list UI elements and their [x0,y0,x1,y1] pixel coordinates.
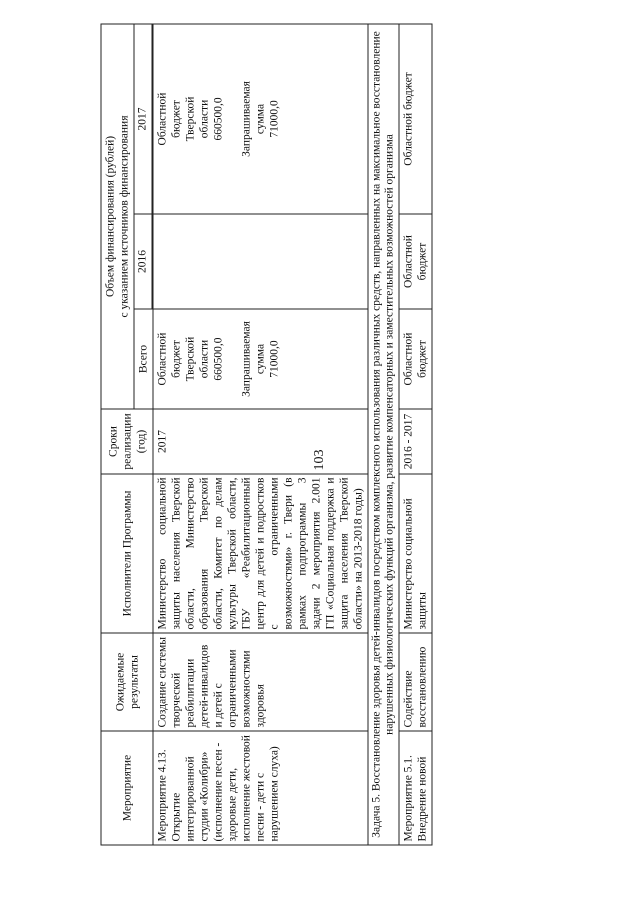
executors-cell: Министерство социальной защиты [399,474,432,633]
event-cell: Мероприятие 5.1. Внедрение новой [399,731,432,845]
col-header-2016: 2016 [134,214,152,309]
total-cell: Областной бюджет Тверской области 660500,0 Запрашиваемая сумма 71000,0 [153,309,368,409]
event-cell: Мероприятие 4.13. Открытие интегрированной студии «Колибри» (исполнение песен - здоровые дети, исполнение жестовой песни - дети с нарушением слуха) [153,731,368,845]
col-header-total: Всего [134,309,153,409]
total-cell: Областной бюджет [399,309,432,409]
task-5-text: Задача 5. Восстановление здоровья детей-инвалидов посредством комплексного использования различных средств, направленных на максимальное восстановление нарушенных физиологических функций организма, развитие компенсаторных и заместительных возможностей организма [368,23,399,844]
rotated-page-content [70,0,570,905]
y2017-cell: Областной бюджет [399,23,432,213]
executors-cell: Министерство социальной защиты населения Тверской области, Министерство образования Тверской области, Комитет по делам культуры Тверской области, ГБУ «Реабилитационный центр для детей и подростков с ограниченными возможностями» г. Твери (в рамках подпрограммы 3 задачи 2 мероприятия 2.001 ГП «Социальная поддержка и защита населения Тверской области» на 2013-2018 годы) [153,474,368,633]
expected-cell: Содействие восстановлению [399,633,432,731]
y2016-cell: Областной бюджет [399,214,432,309]
col-header-funding [101,23,134,408]
y2016-cell [153,214,368,309]
y2017-cell: Областной бюджет Тверской области 660500,0 Запрашиваемая сумма 71000,0 [153,23,368,213]
header-row [101,23,134,844]
expected-cell: Создание системы творческой реабилитации детей-инвалидов и детей с ограниченными возможностями здоровья [153,633,368,731]
table-row-4-13 [153,23,368,844]
task-row [368,23,399,844]
col-header-expected: Ожидаемые результаты [101,633,153,731]
funding-title: Объем финансирования (рублей) [104,135,116,297]
page-number: 103 [312,449,327,471]
terms-cell: 2017 [153,409,368,474]
table-row-5-1 [399,23,432,844]
col-header-terms: Сроки реализации (год) [101,409,153,474]
col-header-executors: Исполнители Программы [101,474,153,633]
col-header-2017: 2017 [134,23,152,213]
terms-cell: 2016 - 2017 [399,409,432,474]
funding-sources: с указанием источников финансирования [118,115,130,317]
program-table [100,23,432,845]
col-header-event: Мероприятие [101,731,153,845]
